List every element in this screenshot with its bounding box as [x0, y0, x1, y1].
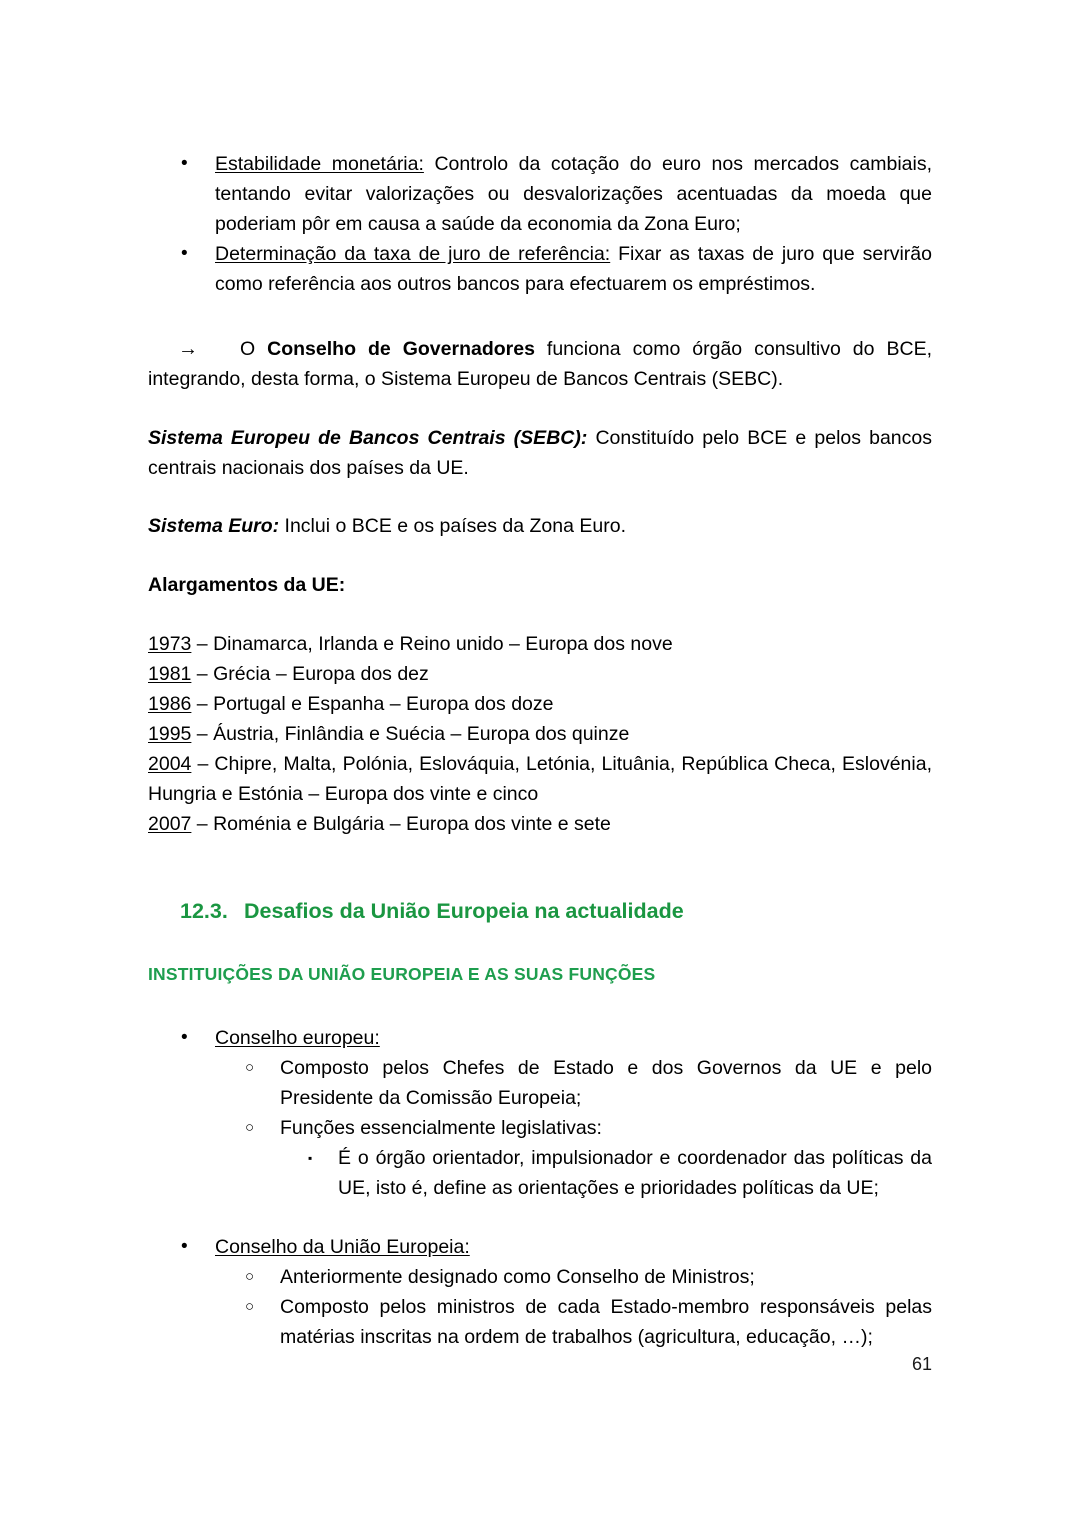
- year-text-1981: – Grécia – Europa dos dez: [191, 663, 429, 685]
- year-label-1995: 1995: [148, 723, 192, 745]
- sublist-item-anteriormente-designado: [215, 1262, 932, 1292]
- subheading-instituicoes-ue: INSTITUIÇÕES DA UNIÃO EUROPEIA E AS SUAS FUNÇÕES: [148, 964, 656, 984]
- year-text-1995: – Áustria, Finlândia e Suécia – Europa dos quinze: [191, 723, 630, 745]
- enlargements-year-list: [148, 629, 932, 839]
- circle-bullet-icon: ○: [245, 1268, 255, 1285]
- arrow-paragraph-bold-term: Conselho de Governadores: [267, 338, 535, 360]
- definition-sistema-euro: [148, 511, 932, 541]
- year-row-1995: [148, 719, 932, 749]
- year-text-2004: – Chipre, Malta, Polónia, Eslováquia, Letónia, Lituânia, República Checa, Eslovénia, Hungria e Estónia – Europa dos vinte e cinco: [148, 753, 932, 805]
- year-row-1981: [148, 659, 932, 689]
- year-row-1973: [148, 629, 932, 659]
- sublist-item-funcoes: [215, 1113, 932, 1203]
- square-bullet-icon: ▪: [308, 1151, 313, 1165]
- list-item-estabilidade-monetaria: [148, 149, 932, 239]
- subsublist-text-orgao-orientador: É o órgão orientador, impulsionador e coordenador das políticas da UE, isto é, define as orientações e prioridades políticas da UE;: [338, 1147, 932, 1199]
- definition-sistema-euro-text: Inclui o BCE e os países da Zona Euro.: [279, 515, 626, 537]
- sublist-item-composto-ministros: [215, 1292, 932, 1352]
- bullet-dot-icon: •: [181, 153, 188, 174]
- term-determinacao-taxa-juro: Determinação da taxa de juro de referência:: [215, 243, 611, 265]
- circle-bullet-icon: ○: [245, 1119, 255, 1136]
- circle-bullet-icon: ○: [245, 1059, 255, 1076]
- year-label-1986: 1986: [148, 693, 192, 715]
- year-row-1986: [148, 689, 932, 719]
- sublist-conselho-europeu: [215, 1053, 932, 1203]
- circle-bullet-icon: ○: [245, 1298, 255, 1315]
- institutions-list-conselho-uniao-europeia: [148, 1232, 932, 1352]
- definition-sebc-text: Constituído pelo BCE e pelos bancos centrais nacionais dos países da UE.: [148, 427, 932, 479]
- year-text-1973: – Dinamarca, Irlanda e Reino unido – Europa dos nove: [191, 633, 673, 655]
- section-heading-number: 12.3.: [180, 899, 228, 923]
- section-heading-12-3: [148, 896, 932, 926]
- bullet-dot-icon: •: [181, 1236, 188, 1257]
- page-number: 61: [911, 1354, 932, 1374]
- list-item-conselho-uniao-europeia: [148, 1232, 932, 1352]
- monetary-objectives-list: [148, 149, 932, 299]
- group-title-conselho-europeu: Conselho europeu:: [215, 1027, 380, 1049]
- definition-sebc-term: Sistema Europeu de Bancos Centrais (SEBC):: [148, 427, 588, 449]
- arrow-paragraph-rest: funciona como órgão consultivo do BCE, integrando, desta forma, o Sistema Europeu de Bancos Centrais (SEBC).: [148, 338, 932, 390]
- year-row-2007: [148, 809, 932, 839]
- arrow-right-icon: →: [178, 338, 198, 360]
- year-label-2007: 2007: [148, 813, 192, 835]
- definition-sistema-euro-term: Sistema Euro:: [148, 515, 280, 537]
- term-estabilidade-monetaria: Estabilidade monetária:: [215, 153, 424, 175]
- text-determinacao-taxa-juro: Fixar as taxas de juro que servirão como referência aos outros bancos para efectuarem os empréstimos.: [215, 243, 932, 295]
- year-text-1986: – Portugal e Espanha – Europa dos doze: [191, 693, 554, 715]
- sublist-text-funcoes: Funções essencialmente legislativas:: [280, 1117, 602, 1139]
- list-item-determinacao-taxa-juro: [148, 239, 932, 299]
- sublist-item-composicao: [215, 1053, 932, 1113]
- year-label-1973: 1973: [148, 633, 192, 655]
- bullet-dot-icon: •: [181, 243, 188, 264]
- year-label-2004: 2004: [148, 753, 192, 775]
- definition-sebc: [148, 423, 932, 483]
- text-estabilidade-monetaria: Controlo da cotação do euro nos mercados cambiais, tentando evitar valorizações ou desvalorizações acentuadas da moeda que poderiam pôr em causa a saúde da economia da Zona Euro;: [215, 153, 932, 235]
- sublist-conselho-uniao-europeia: [215, 1262, 932, 1352]
- heading-alargamentos-da-ue: Alargamentos da UE:: [148, 574, 346, 596]
- year-text-2007: – Roménia e Bulgária – Europa dos vinte e sete: [191, 813, 611, 835]
- group-title-conselho-uniao-europeia: Conselho da União Europeia:: [215, 1236, 470, 1258]
- paragraph-conselho-governadores: [148, 334, 932, 394]
- sublist-text-composto-ministros: Composto pelos ministros de cada Estado-membro responsáveis pelas matérias inscritas na ordem de trabalhos (agricultura, educação, …);: [280, 1296, 932, 1348]
- sublist-text-anteriormente-designado: Anteriormente designado como Conselho de Ministros;: [280, 1266, 755, 1288]
- bullet-dot-icon: •: [181, 1027, 188, 1048]
- section-heading-title: Desafios da União Europeia na actualidade: [244, 899, 684, 923]
- list-item-conselho-europeu: [148, 1023, 932, 1203]
- subsublist-item-orgao-orientador: [280, 1143, 932, 1203]
- subsublist-funcoes: [280, 1143, 932, 1203]
- year-row-2004: [148, 749, 932, 809]
- year-label-1981: 1981: [148, 663, 192, 685]
- arrow-paragraph-lead: O: [240, 338, 268, 360]
- institutions-list-conselho-europeu: [148, 1023, 932, 1203]
- sublist-text-composicao: Composto pelos Chefes de Estado e dos Governos da UE e pelo Presidente da Comissão Europeia;: [280, 1057, 932, 1109]
